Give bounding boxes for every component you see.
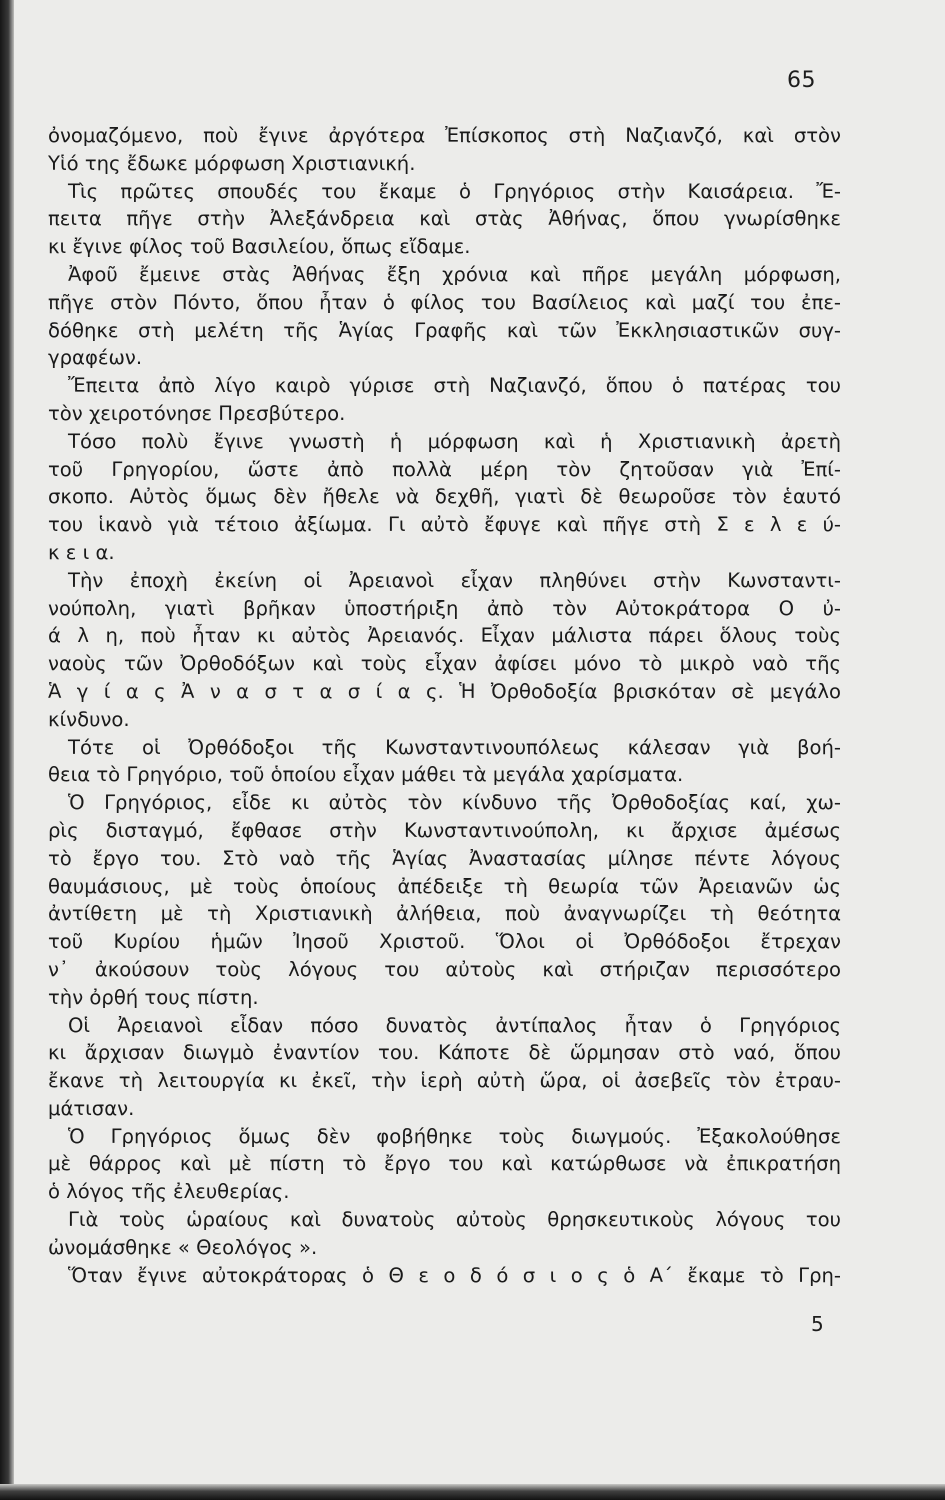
text-line: μὲ θάρρος καὶ μὲ πίστη τὸ ἔργο του καὶ κατώρθωσε νὰ ἐπικρατήση — [48, 1152, 841, 1176]
text-line: Τὴν ἐποχὴ ἐκείνη οἱ Ἀρειανοὶ εἶχαν πληθύνει στὴν Κωνσταντι- — [68, 568, 841, 592]
text-line: Γιὰ τοὺς ὡραίους καὶ δυνατοὺς αὐτοὺς θρησκευτικοὺς λόγους του — [68, 1208, 841, 1232]
text-line: τὴν ὀρθή τους πίστη. — [48, 985, 259, 1009]
page-number: 65 — [787, 68, 816, 93]
text-line: Τόσο πολὺ ἔγινε γνωστὴ ἡ μόρφωση καὶ ἡ Χριστιανικὴ ἀρετὴ — [68, 429, 841, 453]
text-line: θαυμάσιους, μὲ τοὺς ὁποίους ἀπέδειξε τὴ θεωρία τῶν Ἀρειανῶν ὡς — [48, 874, 841, 898]
text-line: τὸν χειροτόνησε Πρεσβύτερο. — [48, 401, 346, 425]
text-line: θεια τὸ Γρηγόριο, τοῦ ὁποίου εἶχαν μάθει τὰ μεγάλα χαρίσματα. — [48, 763, 684, 787]
text-line: Τὶς πρῶτες σπουδές του ἔκαμε ὁ Γρηγόριος στὴν Καισάρεια. Ἔ- — [68, 179, 841, 203]
text-line: ἀντίθετη μὲ τὴ Χριστιανικὴ ἀλήθεια, ποὺ ἀναγνωρίζει τὴ θεότητα — [48, 902, 841, 926]
text-line: Τότε οἱ Ὀρθόδοξοι τῆς Κωνσταντινουπόλεως κάλεσαν γιὰ βοή- — [68, 735, 841, 759]
text-line: ὠνομάσθηκε « Θεολόγος ». — [48, 1235, 318, 1259]
text-line: μάτισαν. — [48, 1096, 135, 1120]
text-line: ἔκανε τὴ λειτουργία κι ἐκεῖ, τὴν ἱερὴ αὐτὴ ὥρα, οἱ ἀσεβεῖς τὸν ἐτραυ- — [48, 1069, 841, 1093]
text-line: δόθηκε στὴ μελέτη τῆς Ἁγίας Γραφῆς καὶ τῶν Ἐκκλησιαστικῶν συγ- — [48, 318, 841, 342]
text-line: Ὅταν ἔγινε αὐτοκράτορας ὁ Θ ε ο δ ό σ ι ο ς ὁ Α΄ ἔκαμε τὸ Γρη- — [68, 1263, 841, 1287]
text-line: ν᾽ ἀκούσουν τοὺς λόγους του αὐτοὺς καὶ στήριζαν περισσότερο — [48, 957, 841, 981]
text-line: τοῦ Γρηγορίου, ὥστε ἀπὸ πολλὰ μέρη τὸν ζητοῦσαν γιὰ Ἐπί- — [48, 457, 841, 481]
scan-left-edge — [0, 0, 14, 1500]
text-line: Ἀφοῦ ἔμεινε στὰς Ἀθήνας ἔξη χρόνια καὶ πῆρε μεγάλη μόρφωση, — [68, 262, 841, 286]
text-line: Οἱ Ἀρειανοὶ εἶδαν πόσο δυνατὸς ἀντίπαλος ἦταν ὁ Γρηγόριος — [68, 1013, 841, 1037]
text-line: πειτα πῆγε στὴν Ἀλεξάνδρεια καὶ στὰς Ἀθήνας, ὅπου γνωρίσθηκε — [48, 207, 841, 231]
text-line: Ὁ Γρηγόριος ὅμως δὲν φοβήθηκε τοὺς διωγμούς. Ἐξακολούθησε — [68, 1124, 841, 1148]
text-line: γραφέων. — [48, 346, 143, 370]
signature-mark: 5 — [811, 1312, 824, 1336]
text-line: σκοπο. Αὐτὸς ὅμως δὲν ἤθελε νὰ δεχθῆ, γιατὶ δὲ θεωροῦσε τὸν ἑαυτό — [48, 485, 841, 509]
text-line: ρὶς δισταγμό, ἔφθασε στὴν Κωνσταντινούπολη, κι ἄρχισε ἀμέσως — [48, 818, 841, 842]
text-line: κίνδυνο. — [48, 707, 130, 731]
text-line: πῆγε στὸν Πόντο, ὅπου ἦταν ὁ φίλος του Βασίλειος καὶ μαζί του ἐπε- — [48, 290, 841, 314]
text-line: νούπολη, γιατὶ βρῆκαν ὑποστήριξη ἀπὸ τὸν Αὐτοκράτορα Ο ὐ- — [48, 596, 841, 620]
text-line: ὀνομαζόμενο, ποὺ ἔγινε ἀργότερα Ἐπίσκοπος στὴ Ναζιανζό, καὶ στὸν — [48, 124, 841, 147]
body-text — [48, 122, 841, 1289]
text-line: ὁ λόγος τῆς ἐλευθερίας. — [48, 1180, 290, 1204]
scan-bottom-edge — [0, 1484, 945, 1500]
text-line: κι ἄρχισαν διωγμὸ ἐναντίον του. Κάποτε δὲ ὥρμησαν στὸ ναό, ὅπου — [48, 1041, 841, 1065]
text-line: κ ε ι α. — [48, 540, 115, 564]
text-line: Υἱό της ἔδωκε μόρφωση Χριστιανική. — [48, 151, 416, 175]
text-line: ναοὺς τῶν Ὀρθοδόξων καὶ τοὺς εἶχαν ἀφίσει μόνο τὸ μικρὸ ναὸ τῆς — [48, 652, 841, 676]
text-line: Ἁ γ ί α ς Ἀ ν α σ τ α σ ί α ς. Ἡ Ὀρθοδοξία βρισκόταν σὲ μεγάλο — [48, 679, 841, 703]
text-line: του ἱκανὸ γιὰ τέτοιο ἀξίωμα. Γι αὐτὸ ἔφυγε καὶ πῆγε στὴ Σ ε λ ε ύ- — [48, 513, 841, 537]
text-line: Ἔπειτα ἀπὸ λίγο καιρὸ γύρισε στὴ Ναζιανζό, ὅπου ὁ πατέρας του — [68, 374, 841, 398]
text-line: κι ἔγινε φίλος τοῦ Βασιλείου, ὅπως εἴδαμε. — [48, 235, 471, 259]
text-line: ά λ η, ποὺ ἦταν κι αὐτὸς Ἀρειανός. Εἶχαν μάλιστα πάρει ὅλους τοὺς — [48, 624, 841, 648]
text-line: τὸ ἔργο του. Στὸ ναὸ τῆς Ἁγίας Ἀναστασίας μίλησε πέντε λόγους — [48, 846, 841, 870]
text-line: Ὁ Γρηγόριος, εἶδε κι αὐτὸς τὸν κίνδυνο τῆς Ὀρθοδοξίας καί, χω- — [68, 791, 841, 815]
text-line: τοῦ Κυρίου ἡμῶν Ἰησοῦ Χριστοῦ. Ὅλοι οἱ Ὀρθόδοξοι ἔτρεχαν — [48, 930, 841, 954]
